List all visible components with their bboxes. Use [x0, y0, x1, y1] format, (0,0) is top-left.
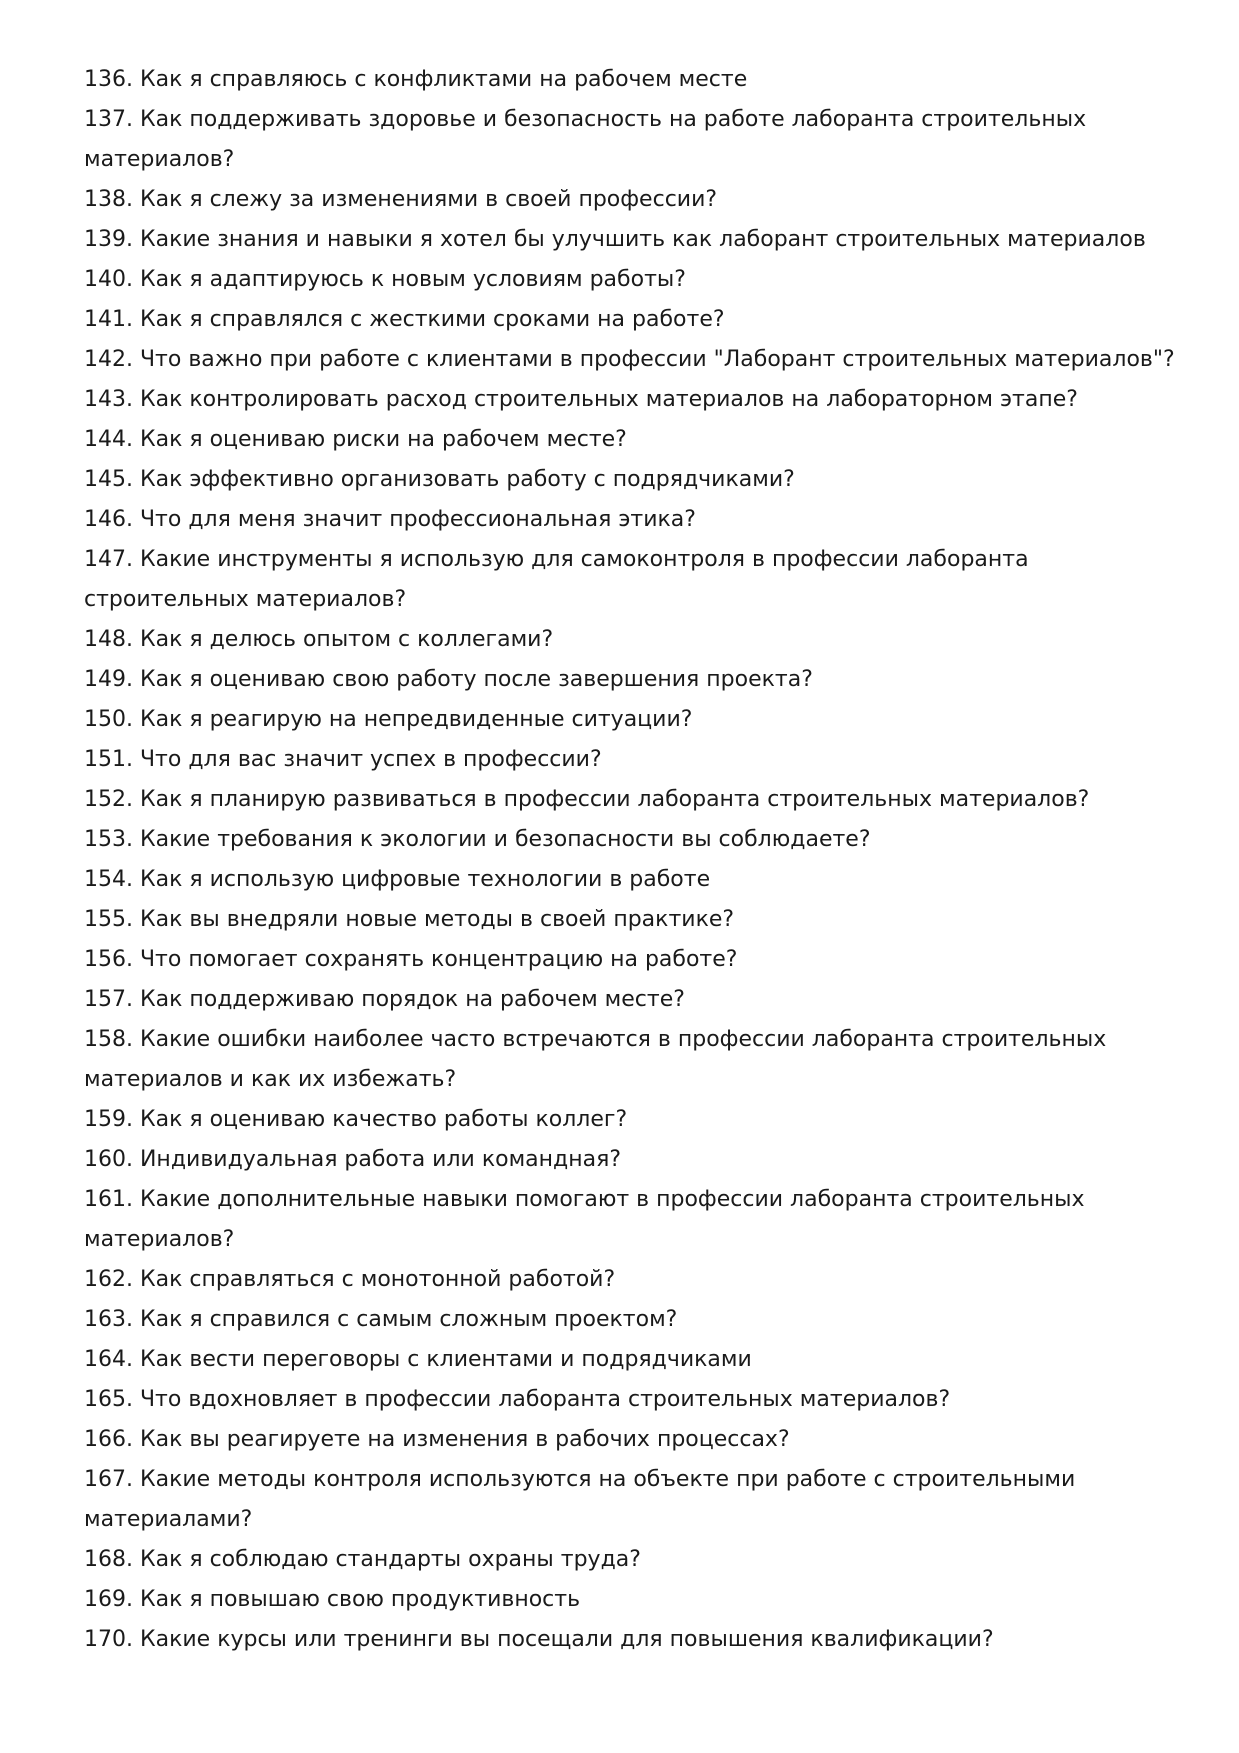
question-line: 152. Как я планирую развиваться в профессии лаборанта строительных материалов? — [84, 787, 1090, 812]
question-line: материалов? — [84, 1227, 235, 1252]
question-line: 166. Как вы реагируете на изменения в рабочих процессах? — [84, 1427, 790, 1452]
question-line: 157. Как поддерживаю порядок на рабочем месте? — [84, 987, 685, 1012]
question-line: 168. Как я соблюдаю стандарты охраны труда? — [84, 1547, 641, 1572]
question-line: 150. Как я реагирую на непредвиденные ситуации? — [84, 707, 693, 732]
question-line: 170. Какие курсы или тренинги вы посещали для повышения квалификации? — [84, 1627, 994, 1652]
question-line: 143. Как контролировать расход строительных материалов на лабораторном этапе? — [84, 387, 1078, 412]
question-line: материалов? — [84, 147, 235, 172]
question-line: 141. Как я справлялся с жесткими сроками на работе? — [84, 307, 725, 332]
question-line: 138. Как я слежу за изменениями в своей профессии? — [84, 187, 718, 212]
question-line: 162. Как справляться с монотонной работой? — [84, 1267, 616, 1292]
question-line: 154. Как я использую цифровые технологии в работе — [84, 867, 711, 892]
question-line: 136. Как я справляюсь с конфликтами на рабочем месте — [84, 67, 748, 92]
question-line: 158. Какие ошибки наиболее часто встречаются в профессии лаборанта строительных — [84, 1027, 1107, 1052]
question-line: 169. Как я повышаю свою продуктивность — [84, 1587, 581, 1612]
question-line: 139. Какие знания и навыки я хотел бы улучшить как лаборант строительных материалов — [84, 227, 1146, 252]
question-line: материалами? — [84, 1507, 253, 1532]
question-line: материалов и как их избежать? — [84, 1067, 457, 1092]
question-line: 160. Индивидуальная работа или командная? — [84, 1147, 622, 1172]
question-line: 145. Как эффективно организовать работу с подрядчиками? — [84, 467, 795, 492]
question-line: строительных материалов? — [84, 587, 407, 612]
question-line: 161. Какие дополнительные навыки помогают в профессии лаборанта строительных — [84, 1187, 1085, 1212]
question-line: 165. Что вдохновляет в профессии лаборанта строительных материалов? — [84, 1387, 951, 1412]
question-line: 149. Как я оцениваю свою работу после завершения проекта? — [84, 667, 813, 692]
question-line: 137. Как поддерживать здоровье и безопасность на работе лаборанта строительных — [84, 107, 1087, 132]
question-line: 148. Как я делюсь опытом с коллегами? — [84, 627, 554, 652]
question-line: 159. Как я оцениваю качество работы коллег? — [84, 1107, 628, 1132]
question-line: 163. Как я справился с самым сложным проектом? — [84, 1307, 678, 1332]
question-line: 147. Какие инструменты я использую для самоконтроля в профессии лаборанта — [84, 547, 1029, 572]
question-line: 142. Что важно при работе с клиентами в профессии "Лаборант строительных материалов"? — [84, 347, 1175, 372]
question-line: 156. Что помогает сохранять концентрацию на работе? — [84, 947, 738, 972]
question-line: 146. Что для меня значит профессиональная этика? — [84, 507, 696, 532]
question-line: 140. Как я адаптируюсь к новым условиям работы? — [84, 267, 686, 292]
question-list — [84, 60, 1184, 1660]
question-line: 151. Что для вас значит успех в профессии? — [84, 747, 602, 772]
question-line: 144. Как я оцениваю риски на рабочем месте? — [84, 427, 627, 452]
question-line: 164. Как вести переговоры с клиентами и подрядчиками — [84, 1347, 752, 1372]
question-line: 155. Как вы внедряли новые методы в своей практике? — [84, 907, 735, 932]
question-line: 167. Какие методы контроля используются на объекте при работе с строительными — [84, 1467, 1076, 1492]
question-line: 153. Какие требования к экологии и безопасности вы соблюдаете? — [84, 827, 871, 852]
